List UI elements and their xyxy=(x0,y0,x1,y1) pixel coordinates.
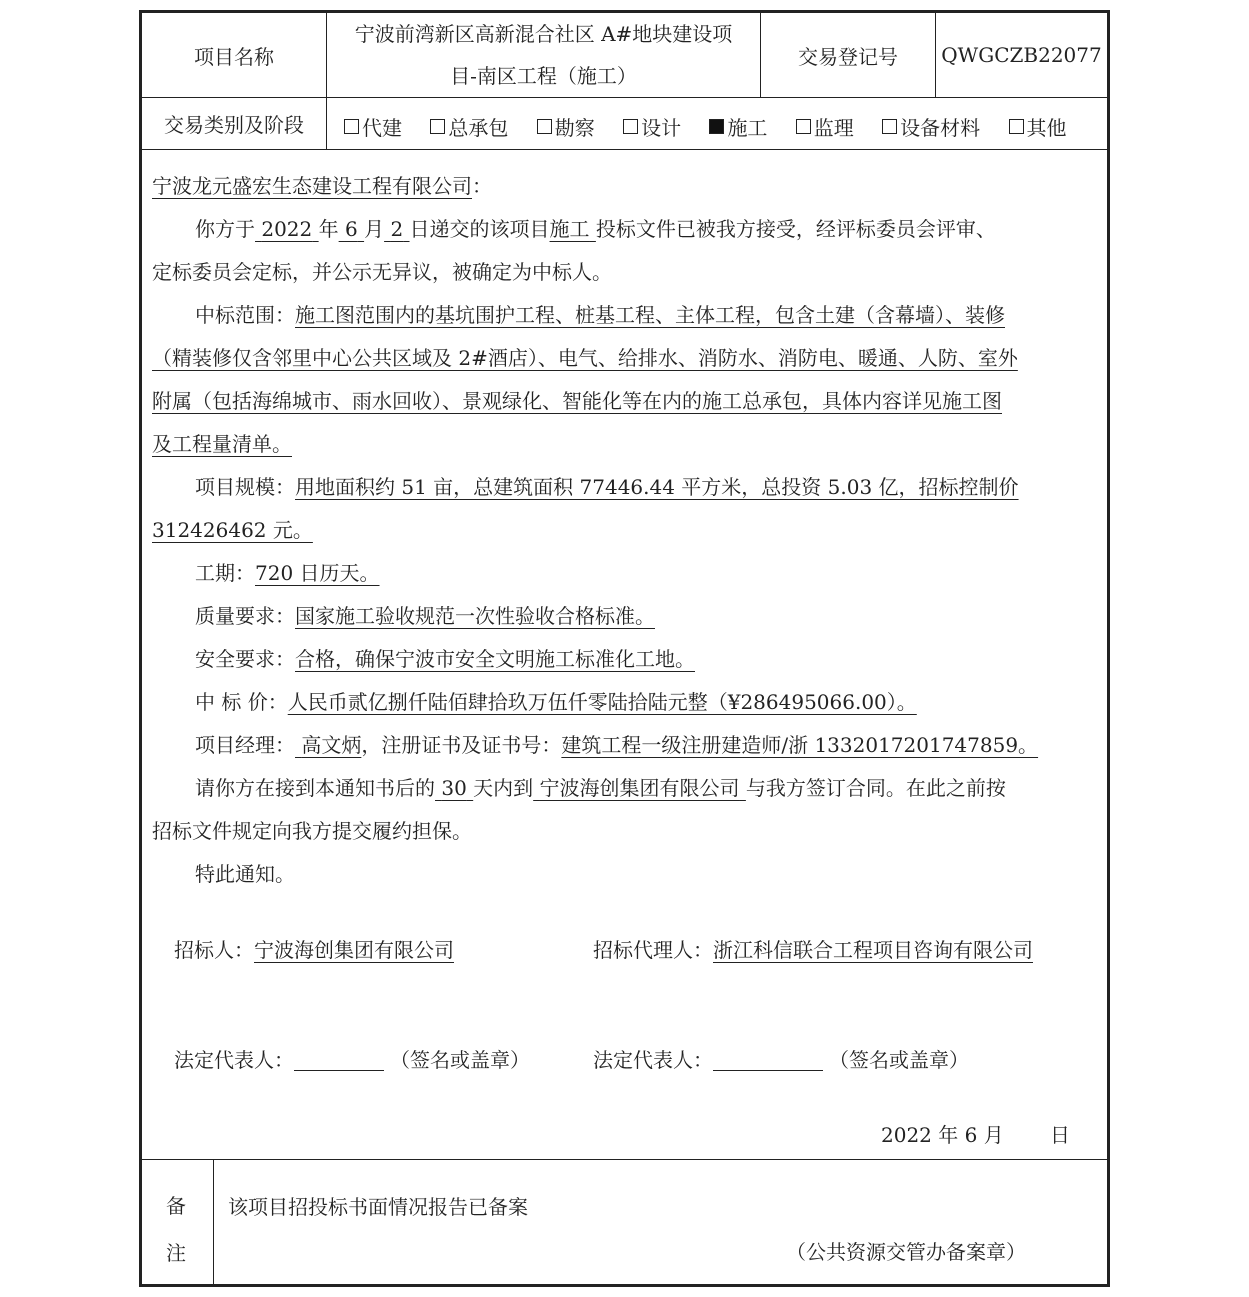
remarks-label: 注 xyxy=(166,1241,186,1265)
checkbox-icon[interactable] xyxy=(344,119,359,134)
category-option[interactable]: 设计 xyxy=(623,112,681,141)
award-paragraph: 你方于 2022 年 6 月 2 日递交的该项目施工 投标文件已被我方接受，经评标委员会评审、 xyxy=(195,217,996,241)
scope-line4: 及工程量清单。 xyxy=(152,432,292,456)
scope-line2: （精装修仅含邻里中心公共区域及 2#酒店）、电气、给排水、消防水、消防电、暖通、人防、室外 xyxy=(152,346,1018,370)
contract-signing-line2: 招标文件规定向我方提交履约担保。 xyxy=(152,819,472,843)
project-name-value: 宁波前湾新区高新混合社区 A#地块建设项 目-南区工程（施工） xyxy=(354,22,733,88)
category-option[interactable]: 总承包 xyxy=(430,112,508,141)
registration-number: QWGCZB22077 xyxy=(941,43,1102,67)
category-option[interactable]: 设备材料 xyxy=(882,112,980,141)
sign-place: 宁波海创集团有限公司 xyxy=(539,776,740,800)
contract-signing: 请你方在接到本通知书后的 30 天内到 宁波海创集团有限公司 与我方签订合同。在此之前按 xyxy=(195,776,1006,800)
signature-blank[interactable] xyxy=(713,1048,823,1071)
checkbox-icon[interactable] xyxy=(623,119,638,134)
remarks-label: 备 xyxy=(166,1194,186,1218)
project-manager: 项目经理： 高文炳，注册证书及证书号：建筑工程一级注册建造师/浙 1332017201747859。 xyxy=(195,733,1039,757)
row-divider xyxy=(139,149,1110,150)
category-option[interactable]: 监理 xyxy=(796,112,854,141)
legal-rep-tenderer: 法定代表人： （签名或盖章） xyxy=(174,1048,530,1072)
category-checklist xyxy=(344,112,1067,141)
safety: 安全要求：合格，确保宁波市安全文明施工标准化工地。 xyxy=(195,647,695,671)
bid-day: 2 xyxy=(390,217,404,241)
scale: 项目规模：用地面积约 51 亩，总建筑面积 77446.44 平方米，总投资 5.03 亿，招标控制价 xyxy=(195,475,1019,499)
project-name-label: 项目名称 xyxy=(194,44,274,69)
checkbox-icon[interactable] xyxy=(537,119,552,134)
legal-rep-agent: 法定代表人： （签名或盖章） xyxy=(593,1048,969,1072)
closing: 特此通知。 xyxy=(195,862,295,886)
quality: 质量要求：国家施工验收规范一次性验收合格标准。 xyxy=(195,604,655,628)
remarks-text: 该项目招投标书面情况报告已备案 xyxy=(228,1195,528,1219)
column-divider xyxy=(213,1159,214,1287)
checkbox-checked-icon[interactable] xyxy=(709,119,724,134)
category-option[interactable]: 勘察 xyxy=(537,112,595,141)
bid-type: 施工 xyxy=(549,217,590,241)
registration-label: 交易登记号 xyxy=(798,44,898,69)
checkbox-icon[interactable] xyxy=(882,119,897,134)
checkbox-icon[interactable] xyxy=(796,119,811,134)
row-divider xyxy=(139,1159,1110,1160)
bid-month: 6 xyxy=(344,217,358,241)
tender-agent: 招标代理人：浙江科信联合工程项目咨询有限公司 xyxy=(593,938,1033,962)
checkbox-icon[interactable] xyxy=(1009,119,1024,134)
addressee: 宁波龙元盛宏生态建设工程有限公司： xyxy=(152,174,492,198)
scale-line2: 312426462 元。 xyxy=(152,518,313,542)
category-label: 交易类别及阶段 xyxy=(164,113,304,137)
category-option[interactable]: 其他 xyxy=(1009,112,1067,141)
bid-year: 2022 xyxy=(261,217,313,241)
filing-seal-note: （公共资源交管办备案章） xyxy=(786,1240,1026,1264)
award-paragraph-line2: 定标委员会定标，并公示无异议，被确定为中标人。 xyxy=(152,260,612,284)
award-price: 中 标 价：人民币贰亿捌仟陆佰肆拾玖万伍仟零陆拾陆元整（¥286495066.00）。 xyxy=(195,690,917,714)
period: 工期：720 日历天。 xyxy=(195,561,380,585)
issue-date: 2022 年 6 月 日 xyxy=(881,1123,1071,1147)
scope-line3: 附属（包括海绵城市、雨水回收）、景观绿化、智能化等在内的施工总承包，具体内容详见施工图 xyxy=(152,389,1002,413)
tenderer: 招标人：宁波海创集团有限公司 xyxy=(174,938,454,962)
category-option[interactable]: 施工 xyxy=(709,112,767,141)
scope: 中标范围：施工图范围内的基坑围护工程、桩基工程、主体工程，包含土建（含幕墙）、装修 xyxy=(195,303,1005,327)
sign-days: 30 xyxy=(441,776,467,800)
checkbox-icon[interactable] xyxy=(430,119,445,134)
signature-blank[interactable] xyxy=(294,1048,384,1071)
manager-name: 高文炳 xyxy=(301,733,362,757)
category-option[interactable]: 代建 xyxy=(344,112,402,141)
